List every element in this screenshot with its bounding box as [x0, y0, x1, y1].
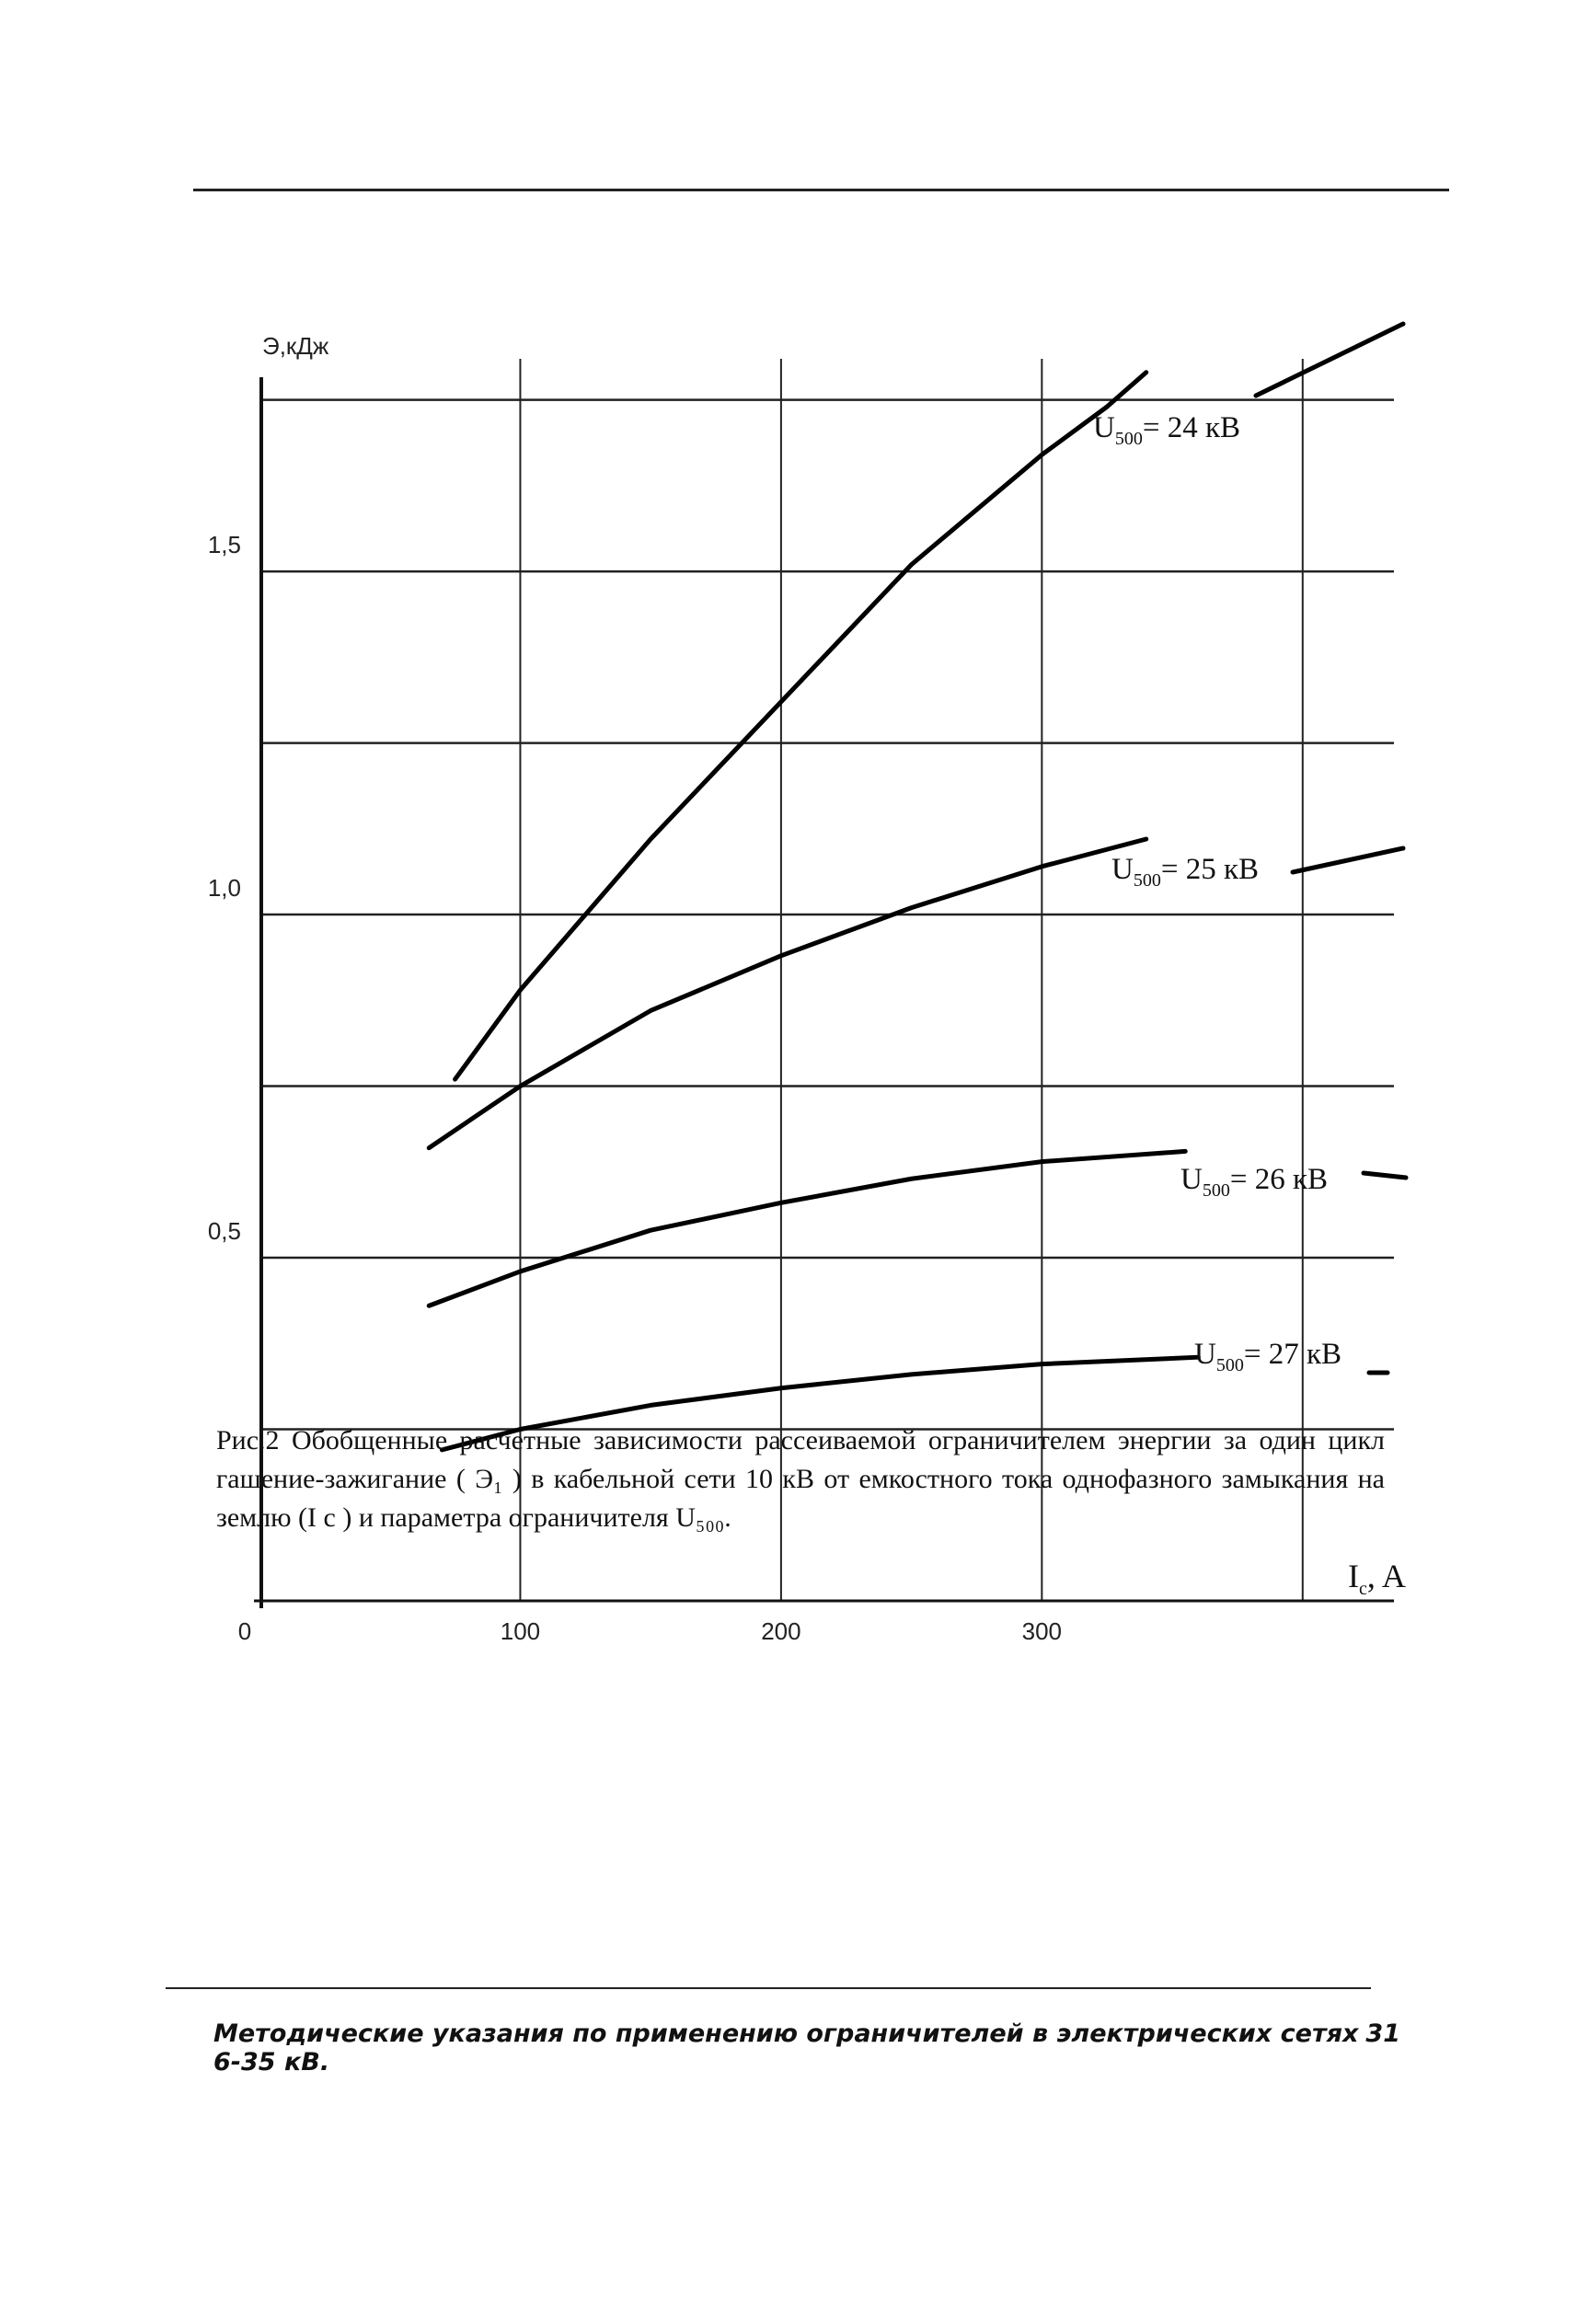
curve-label-tail-1 [1293, 848, 1403, 872]
curve-label-tail-2 [1364, 1173, 1406, 1178]
x-axis-label: $I_c$, A [1348, 1558, 1406, 1599]
curve-labels [1093, 324, 1406, 1375]
chart-grid [259, 359, 1394, 1601]
page-number: 31 [1365, 2019, 1400, 2048]
x-tick-label-0: 0 [237, 1617, 252, 1645]
curve-label-tail-0 [1256, 324, 1403, 396]
page-footer [213, 2019, 1400, 2077]
curve-label-0: $U_{500}= 24$ кВ [1093, 411, 1240, 449]
y-tick-labels [208, 531, 241, 1245]
caption-text: Рис.2 Обобщенные расчетные зависимости рассеиваемой ограничителем энергии за один цикл гашение-зажигание ( Э₁ ) в кабельной сети 10 кВ от емкостного тока однофазного замыкания на землю (I c ) и параметра ограничителя U₅₀₀. [216, 1425, 1385, 1533]
curves [429, 373, 1198, 1450]
footer-title: Методические указания по применению ограничителей в электрических сетях 6-35 кВ. [213, 2019, 1359, 2077]
curve-2 [429, 1151, 1185, 1306]
figure-caption [216, 1421, 1385, 1537]
x-tick-label-1: 100 [500, 1617, 541, 1645]
curve-1 [429, 839, 1146, 1148]
x-tick-label-3: 300 [1021, 1617, 1063, 1645]
x-tick-label-2: 200 [761, 1617, 801, 1645]
y-axis-label: Э,кДж [262, 332, 329, 360]
y-tick-label-2: 1,5 [207, 531, 241, 559]
curve-label-2: $U_{500}= 26$ кВ [1180, 1163, 1328, 1201]
x-tick-labels [238, 1617, 1062, 1645]
y-tick-label-0: 0,5 [207, 1217, 241, 1246]
curve-label-1: $U_{500}= 25$ кВ [1111, 853, 1259, 891]
curve-label-3: $U_{500}= 27$ кВ [1194, 1338, 1341, 1375]
y-tick-label-1: 1,0 [207, 874, 241, 903]
footer-rule [166, 1987, 1371, 1989]
